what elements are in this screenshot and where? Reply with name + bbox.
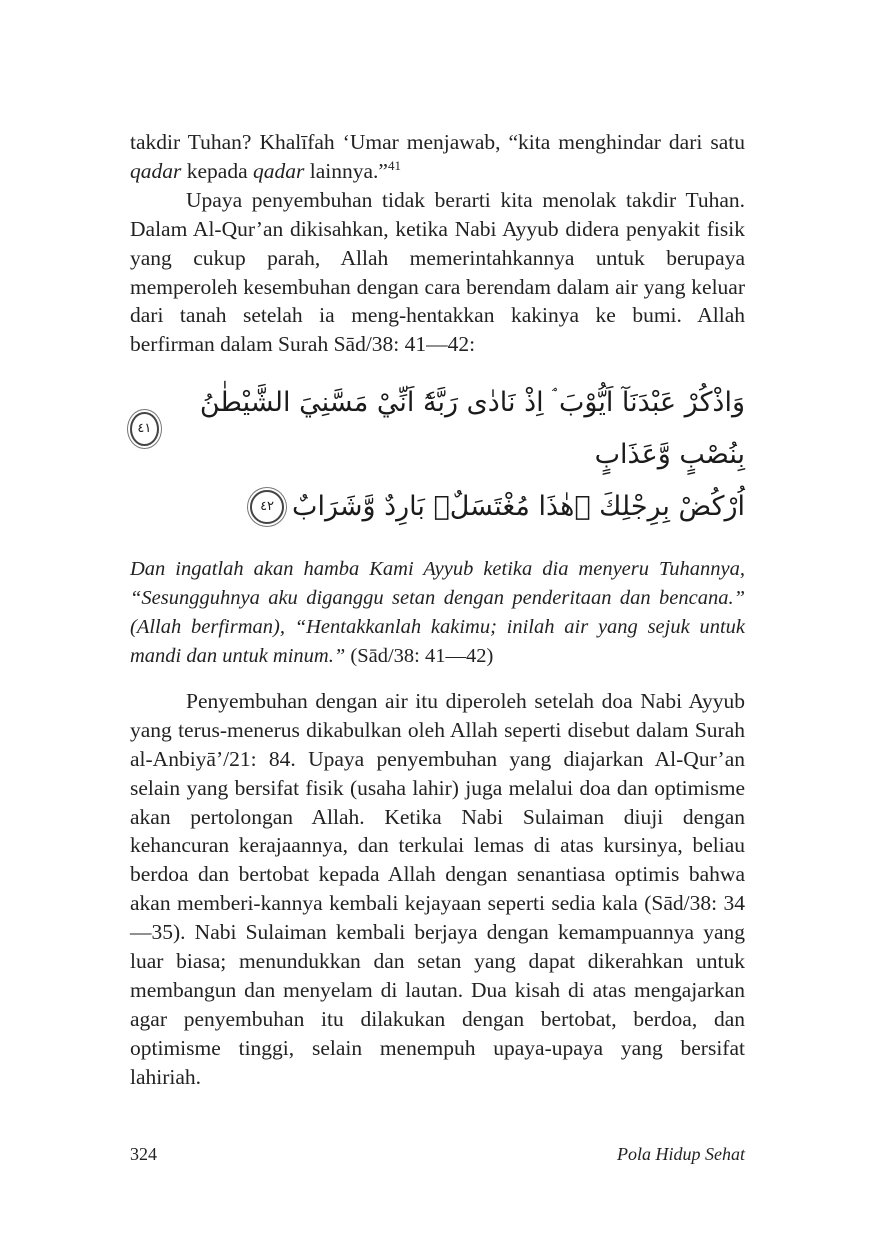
page-body bbox=[130, 128, 745, 1092]
paragraph-3: Penyembuhan dengan air itu diperoleh setelah doa Nabi Ayyub yang terus-menerus dikabulkan oleh Allah seperti disebut dalam Surah al-Anbiyā’/21: 84. Upaya penyembuhan yang diajarkan Al-Qur’an selain yang bersifat fisik (usaha lahir) juga melalui doa dan optimisme akan pertolongan Allah. Ketika Nabi Sulaiman diuji dengan kehancuran kerajaannya, dan terkulai lemas di atas kursinya, beliau berdoa dan bertobat kepada Allah dengan senantiasa optimis bahwa akan memberi-kannya kembali kejayaan seperti sedia kala (Sād/38: 34—35). Nabi Sulaiman kembali berjaya dengan kemampuannya yang luar biasa; menundukkan dan setan yang dapat dikerahkan untuk membangun dan menyelam di lautan. Dua kisah di atas mengajarkan agar penyembuhan itu dilakukan dengan bertobat, berdoa, dan optimisme tinggi, selain menempuh upaya-upaya yang bersifat lahiriah. bbox=[130, 688, 745, 1089]
footnote-ref[interactable]: 41 bbox=[387, 157, 401, 173]
paragraph-2: Upaya penyembuhan tidak berarti kita menolak takdir Tuhan. Dalam Al-Qur’an dikisahkan, ketika Nabi Ayyub didera penyakit fisik yang cukup parah, Allah memerintahkannya untuk berupaya memperoleh kesembuhan dengan cara berendam dalam air yang keluar dari tanah setelah ia meng-hentakkan kakinya ke bumi. Allah berfirman dalam Surah Sād/38: 41—42: bbox=[130, 187, 745, 357]
quran-verse-line-1: وَاذْكُرْ عَبْدَنَآ اَيُّوْبَ ۘ اِذْ نَادٰى رَبَّهٗٓ اَنِّيْ مَسَّنِيَ الشَّيْطٰنُ بِنُصْبٍ وَّعَذَابٍ ٤١ bbox=[130, 377, 745, 481]
verse-reference: (Sād/38: 41—42) bbox=[345, 644, 494, 667]
ayah-number-41: ٤١ bbox=[130, 412, 159, 446]
verse-translation: Dan ingatlah akan hamba Kami Ayyub ketika dia menyeru Tuhannya, “Sesungguhnya aku diganggu setan dengan penderitaan dan bencana.” (Allah berfirman), “Hentakkanlah kakimu; inilah air yang sejuk untuk mandi dan untuk minum.” (Sād/38: 41—42) bbox=[130, 558, 745, 667]
page-footer bbox=[130, 1144, 745, 1165]
qadar-term-2: qadar bbox=[253, 158, 305, 183]
quran-verse bbox=[130, 377, 745, 533]
quran-verse-line-2: اُرْكُضْ بِرِجْلِكَ ۚهٰذَا مُغْتَسَلٌۢ بَارِدٌ وَّشَرَابٌ ٤٢ bbox=[130, 481, 745, 533]
paragraph-1: takdir Tuhan? Khalīfah ‘Umar menjawab, “kita menghindar dari satu qadar kepada qadar lainnya.”$^{41}$ bbox=[130, 130, 745, 183]
ayah-number-42: ٤٢ bbox=[250, 490, 284, 524]
running-title: Pola Hidup Sehat bbox=[617, 1144, 745, 1164]
qadar-term-1: qadar bbox=[130, 158, 182, 183]
page-number: 324 bbox=[130, 1144, 157, 1164]
